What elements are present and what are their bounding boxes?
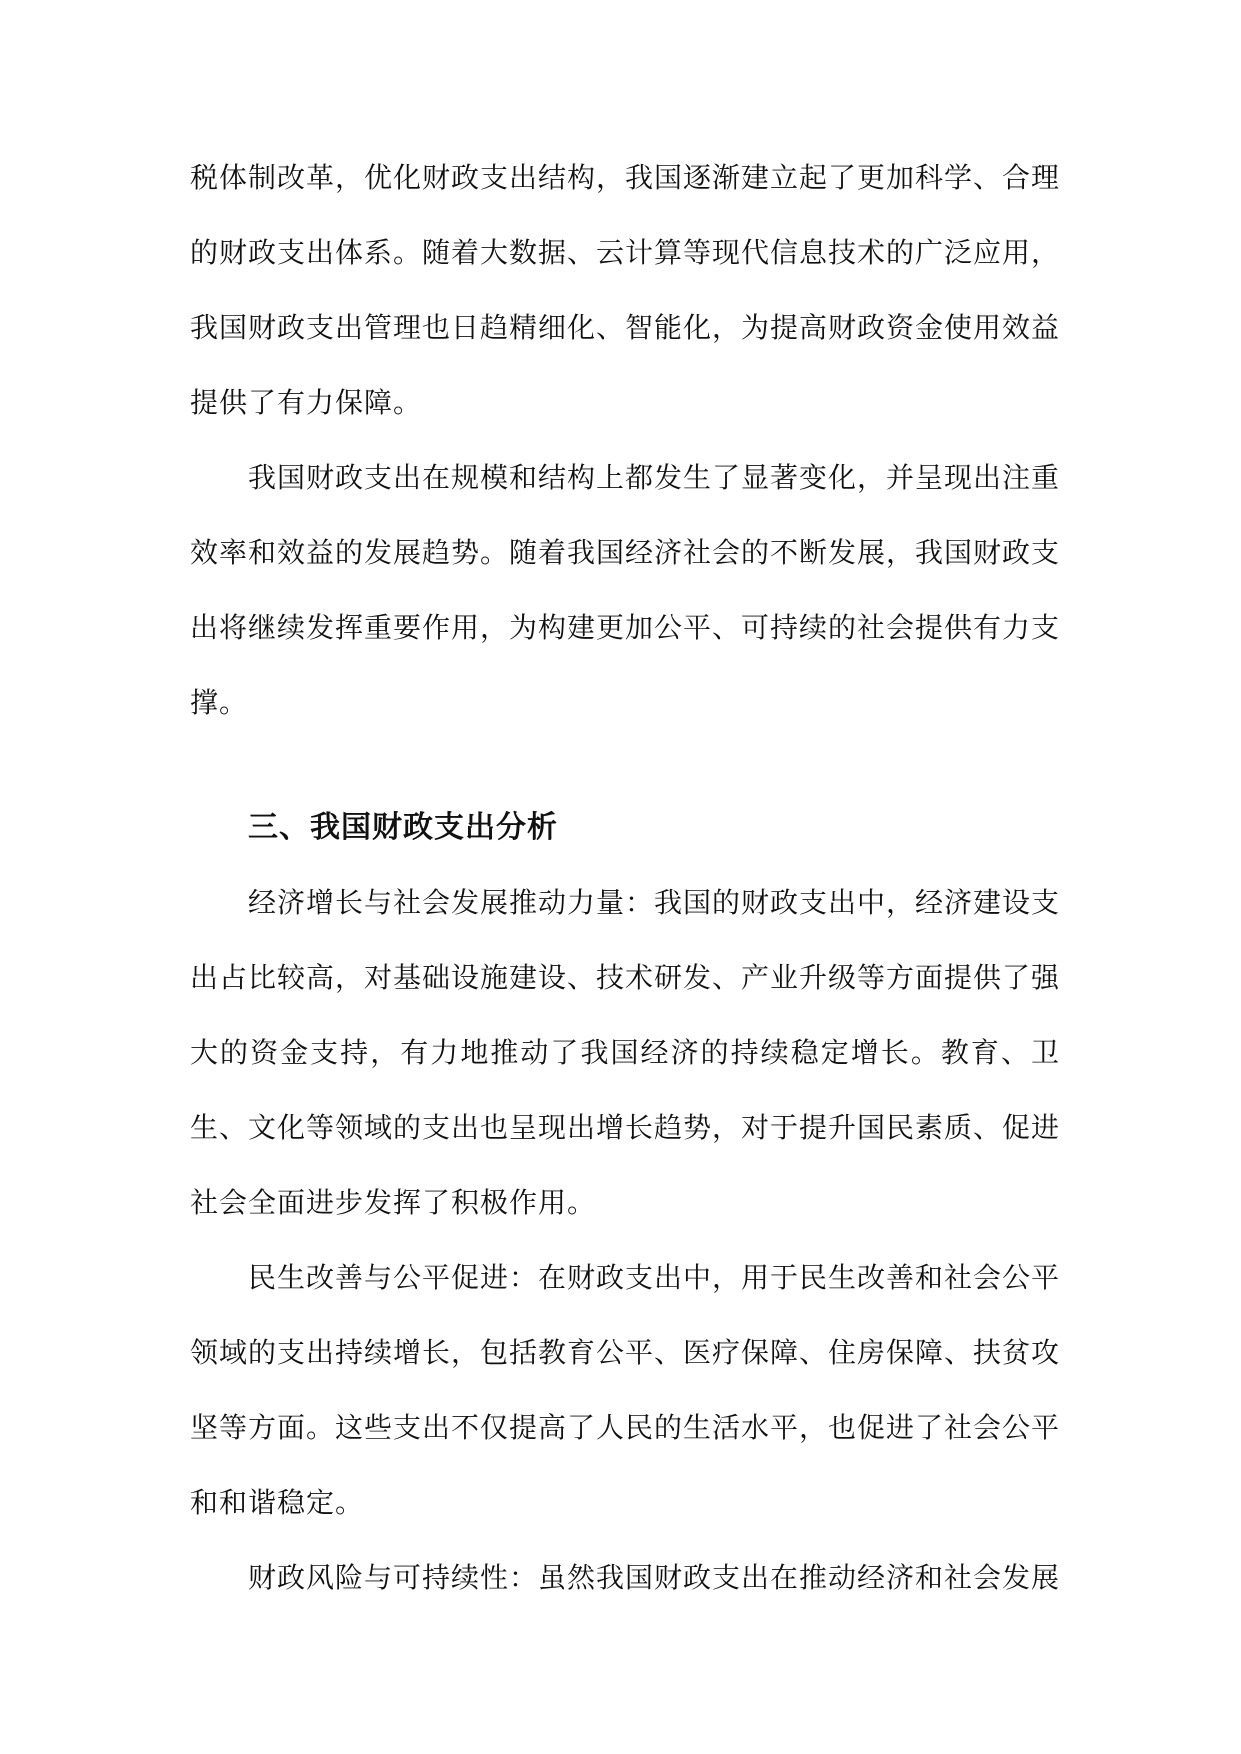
paragraph-truncated: 财政风险与可持续性：虽然我国财政支出在推动经济和社会发展	[248, 1561, 1061, 1594]
paragraph: 我国财政支出在规模和结构上都发生了显著变化，并呈现出注重效率和效益的发展趋势。随着我国经济社会的不断发展，我国财政支出将继续发挥重要作用，为构建更加公平、可持续的社会提供有力支撑。	[190, 461, 1061, 719]
paragraph: 经济增长与社会发展推动力量：我国的财政支出中，经济建设支出占比较高，对基础设施建设、技术研发、产业升级等方面提供了强大的资金支持，有力地推动了我国经济的持续稳定增长。教育、卫生、文化等领域的支出也呈现出增长趋势，对于提升国民素质、促进社会全面进步发挥了积极作用。	[190, 886, 1061, 1219]
paragraph-continued: 税体制改革，优化财政支出结构，我国逐渐建立起了更加科学、合理的财政支出体系。随着大数据、云计算等现代信息技术的广泛应用，我国财政支出管理也日趋精细化、智能化，为提高财政资金使用效益提供了有力保障。	[190, 161, 1061, 419]
section-heading: 三、我国财政支出分析	[248, 810, 558, 845]
document-body	[190, 140, 1060, 1615]
paragraph: 民生改善与公平促进：在财政支出中，用于民生改善和社会公平领域的支出持续增长，包括教育公平、医疗保障、住房保障、扶贫攻坚等方面。这些支出不仅提高了人民的生活水平，也促进了社会公平和和谐稳定。	[190, 1261, 1061, 1519]
